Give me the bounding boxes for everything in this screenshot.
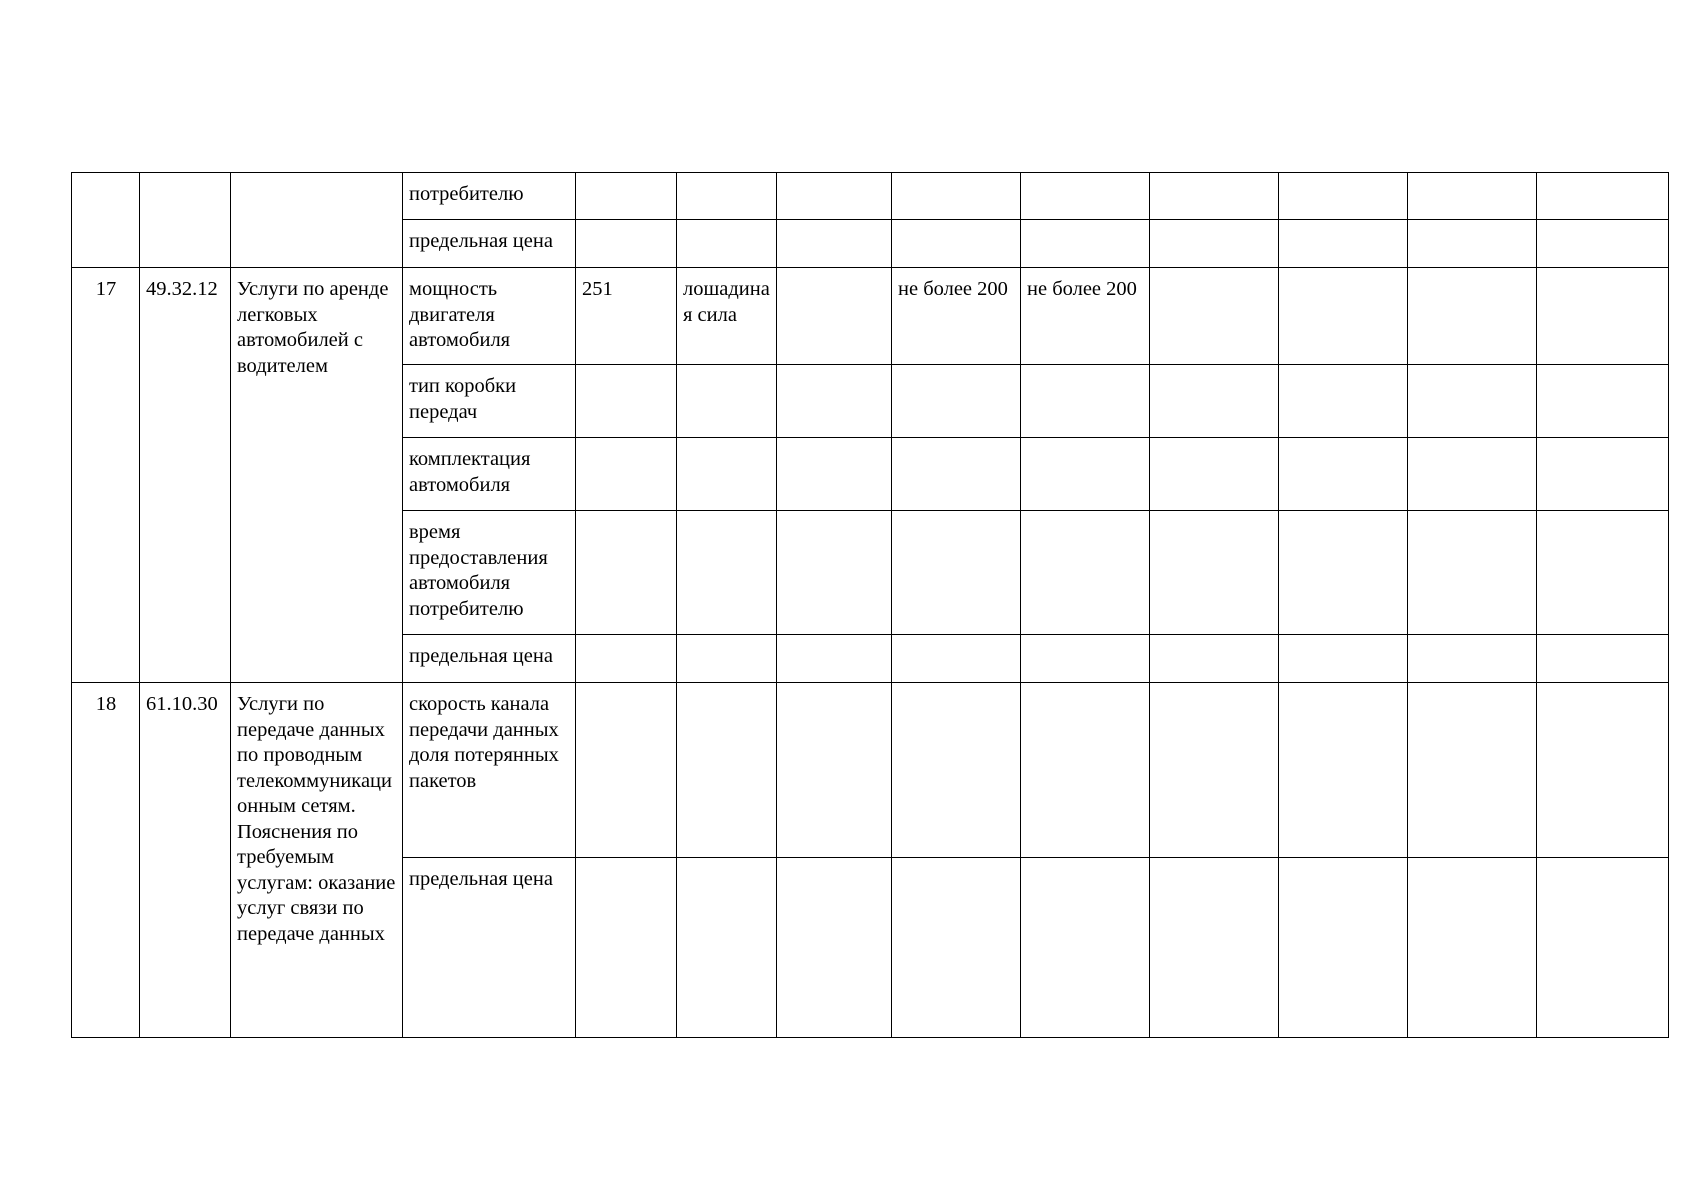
cell-code: 61.10.30 [140, 683, 231, 1038]
cell-name: Услуги по аренде легковых автомобилей с водителем [231, 268, 403, 683]
cell-characteristic: предельная цена [403, 858, 576, 1038]
table-row [72, 683, 1669, 858]
cell-code: 49.32.12 [140, 268, 231, 683]
cell-characteristic [403, 683, 576, 858]
cell-name [231, 173, 403, 268]
cell-characteristic: мощность двигателя автомобиля [403, 268, 576, 365]
table-row [72, 173, 1669, 220]
requirements-table [71, 172, 1669, 1038]
cell-characteristic: потребителю [403, 173, 576, 220]
cell-characteristic: время предоставления автомобиля потребителю [403, 511, 576, 635]
cell-num [72, 173, 140, 268]
characteristic-packet-loss: доля потерянных пакетов [409, 744, 559, 792]
table-row [72, 268, 1669, 365]
cell-value: не более 200 [892, 268, 1021, 365]
cell-code [140, 173, 231, 268]
cell-num: 18 [72, 683, 140, 1038]
cell-num: 17 [72, 268, 140, 683]
cell-characteristic: предельная цена [403, 220, 576, 268]
cell-characteristic: тип коробки передач [403, 365, 576, 438]
cell-characteristic: комплектация автомобиля [403, 438, 576, 511]
characteristic-speed: скорость канала передачи данных [409, 693, 559, 741]
cell-characteristic: предельная цена [403, 635, 576, 683]
cell-unit-code: 251 [576, 268, 677, 365]
cell-name: Услуги по передаче данных по проводным телекоммуникационным сетям. Пояснения по требуемым услугам: оказание услуг связи по передаче данных [231, 683, 403, 1038]
cell-unit-name: лошадиная сила [677, 268, 777, 365]
cell-value: не более 200 [1021, 268, 1150, 365]
